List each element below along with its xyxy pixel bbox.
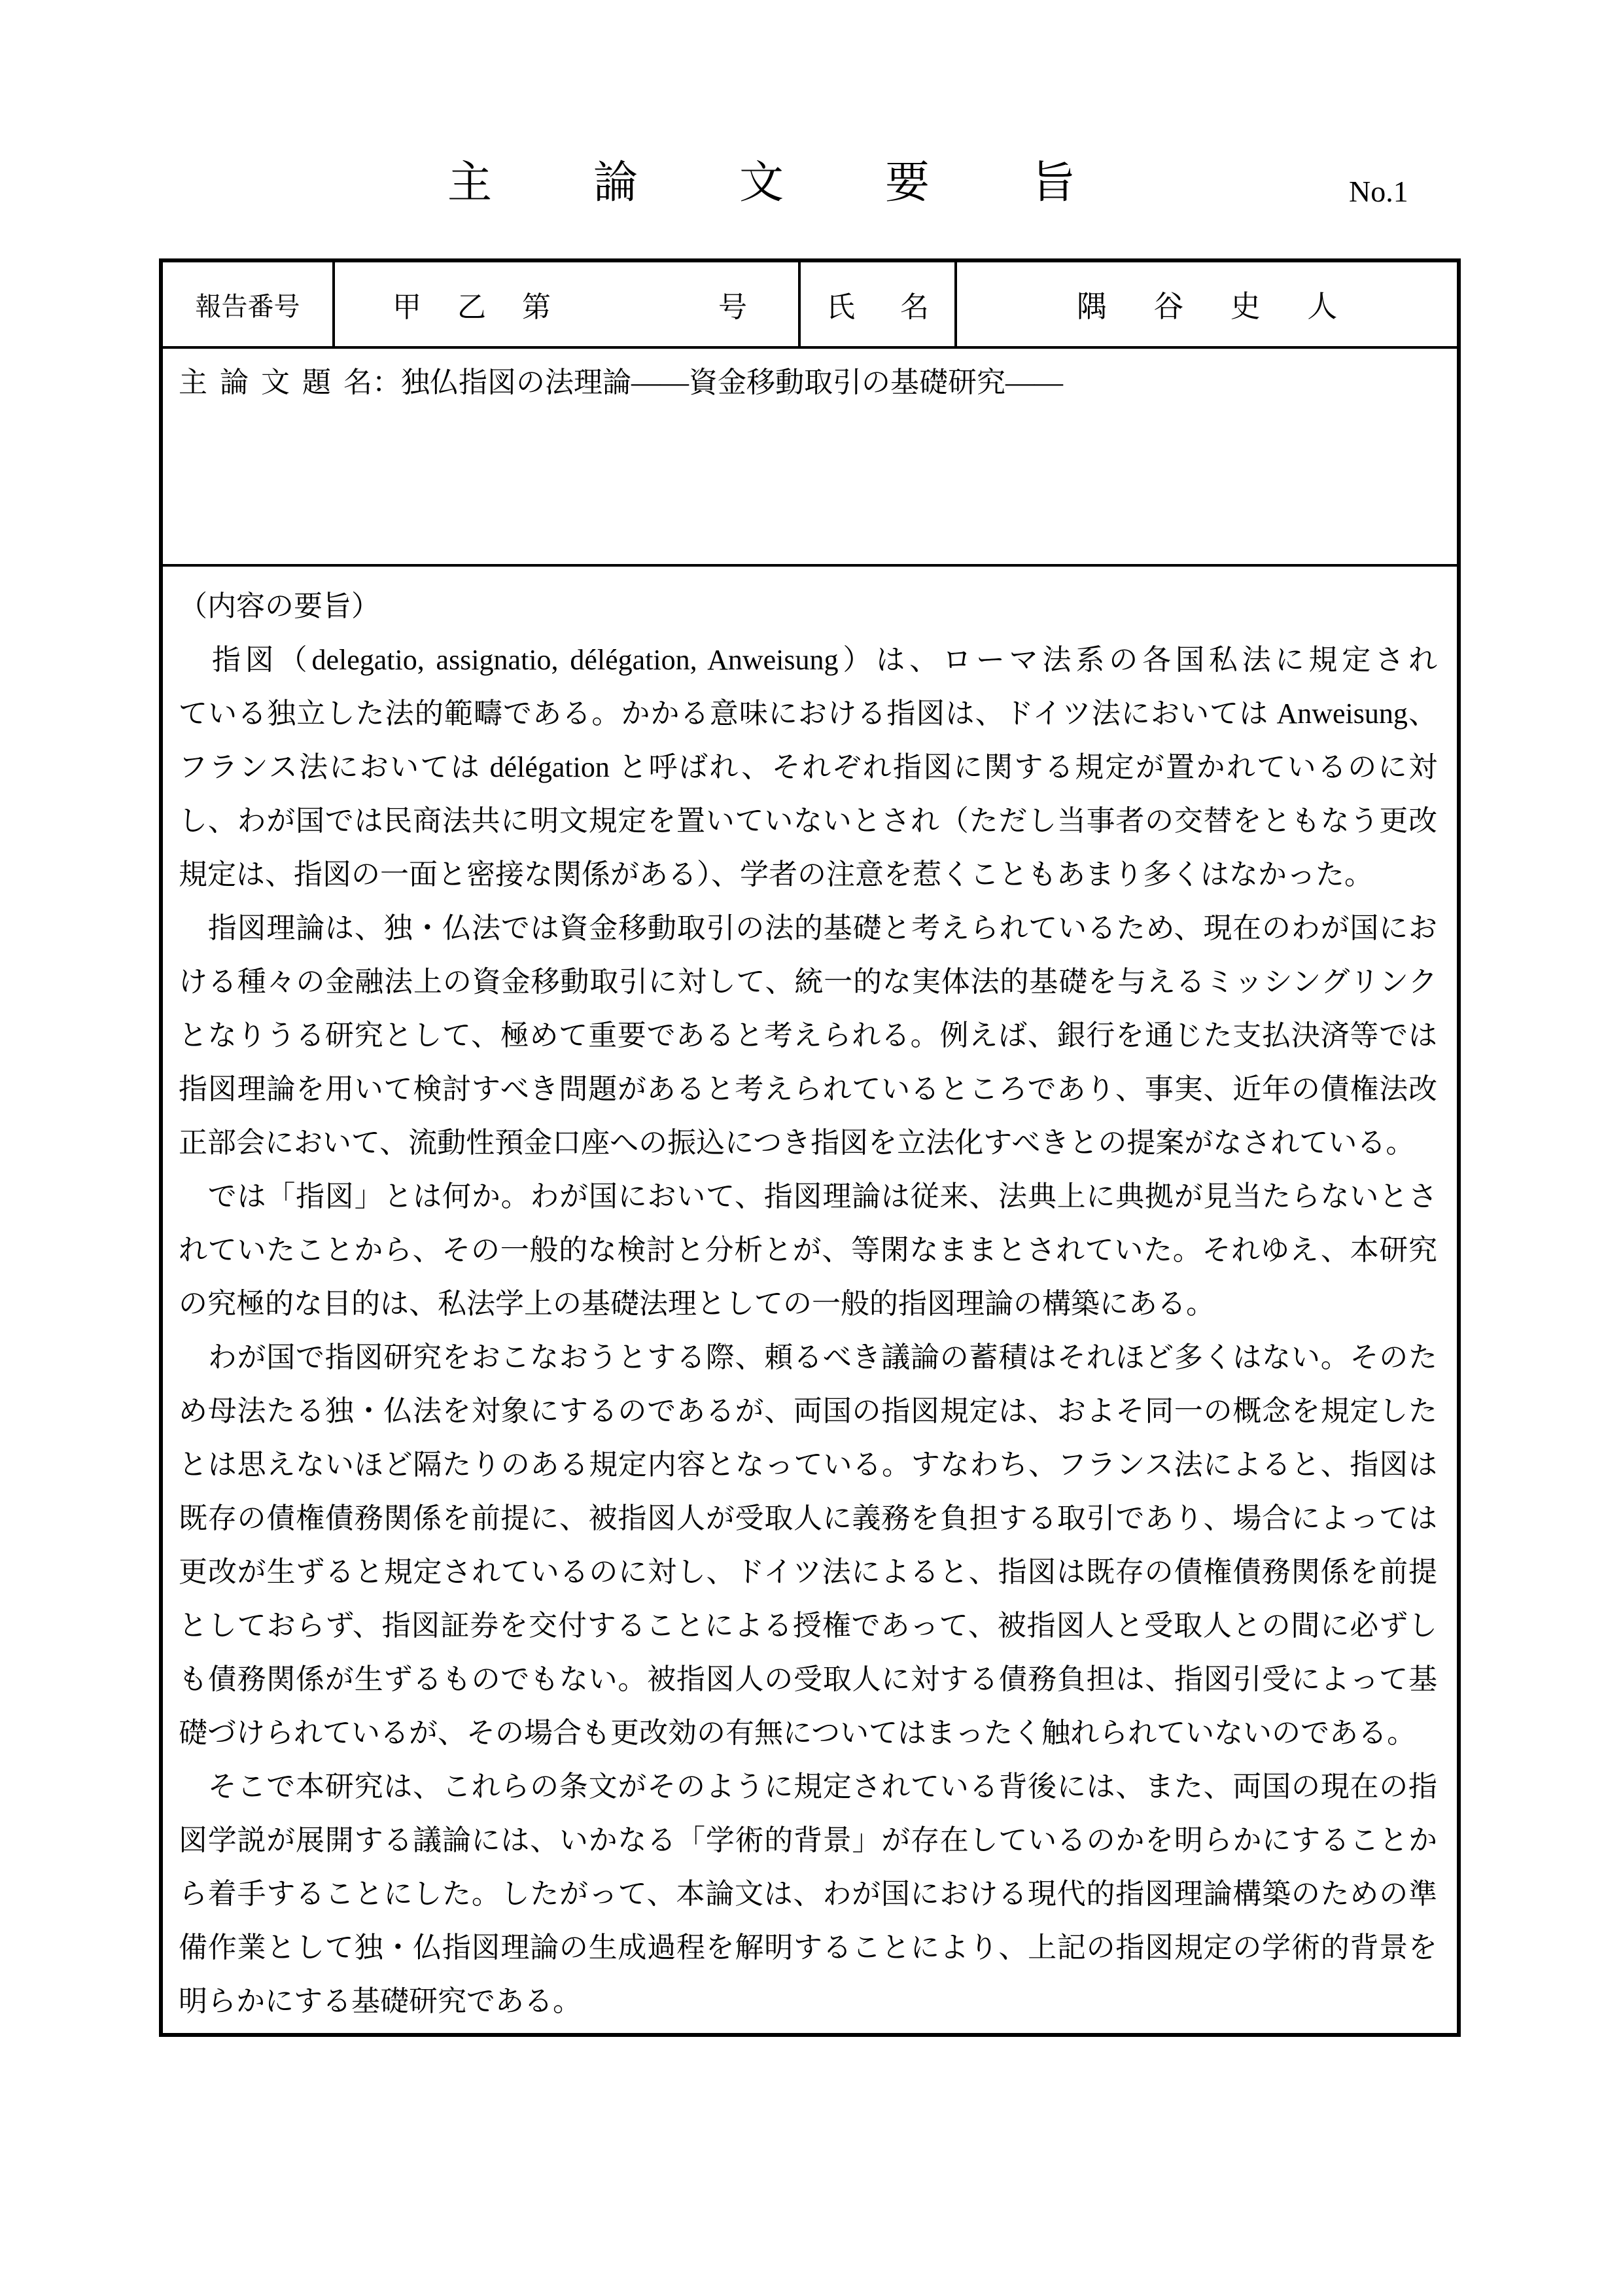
report-name-row	[163, 262, 1457, 349]
abstract-line: れていたことから、その一般的な検討と分析とが、等閑なままとされていた。それゆえ、本研究	[179, 1234, 1437, 1266]
abstract-line: 明らかにする基礎研究である。	[179, 1985, 582, 2017]
abstract-line: フランス法においては délégation と呼ばれ、それぞれ指図に関する規定が置かれているのに対	[179, 751, 1438, 783]
report-number-prefix: 甲 乙 第	[393, 291, 551, 323]
page-number: No.1	[1349, 175, 1408, 208]
abstract-form-table	[159, 258, 1461, 2037]
abstract-line: 既存の債権債務関係を前提に、被指図人が受取人に義務を負担する取引であり、場合によっては	[179, 1502, 1437, 1534]
abstract-line: わが国で指図研究をおこなおうとする際、頼るべき議論の蓄積はそれほど多くはない。そのた	[179, 1341, 1437, 1373]
page-title: 主 論 文 要 旨	[447, 158, 1076, 207]
abstract-line: の究極的な目的は、私法学上の基礎法理としての一般的指図理論の構築にある。	[179, 1288, 1215, 1320]
abstract-line: ている独立した法的範疇である。かかる意味における指図は、ドイツ法においては Anweisung、	[179, 698, 1437, 730]
abstract-line: も債務関係が生ずるものでもない。被指図人の受取人に対する債務負担は、指図引受によって基	[179, 1663, 1437, 1695]
abstract-line: としておらず、指図証券を交付することによる授権であって、被指図人と受取人との間に必ずし	[179, 1610, 1437, 1642]
abstract-line: 更改が生ずると規定されているのに対し、ドイツ法によると、指図は既存の債権債務関係を前提	[179, 1556, 1437, 1588]
abstract-line: 指図理論を用いて検討すべき問題があると考えられているところであり、事実、近年の債権法改	[179, 1073, 1437, 1105]
abstract-line: とは思えないほど隔たりのある規定内容となっている。すなわち、フランス法によると、指図は	[179, 1449, 1437, 1481]
thesis-title-text: 主 論 文 題 名：独仏指図の法理論——資金移動取引の基礎研究——	[179, 366, 1063, 398]
report-number-label: 報告番号	[163, 262, 335, 346]
report-number-value	[335, 262, 801, 346]
abstract-line: 礎づけられているが、その場合も更改効の有無についてはまったく触れられていないのである。	[179, 1717, 1416, 1749]
abstract-line: し、わが国では民商法共に明文規定を置いていないとされ（ただし当事者の交替をともなう更改	[179, 805, 1437, 837]
abstract-line: ら着手することにした。したがって、本論文は、わが国における現代的指図理論構築のための準	[179, 1878, 1437, 1910]
abstract-line: ける種々の金融法上の資金移動取引に対して、統一的な実体法的基礎を与えるミッシングリンク	[179, 966, 1437, 998]
abstract-section	[163, 567, 1457, 2033]
abstract-line: では「指図」とは何か。わが国において、指図理論は従来、法典上に典拠が見当たらないとさ	[179, 1180, 1437, 1212]
abstract-line: 備作業として独・仏指図理論の生成過程を解明することにより、上記の指図規定の学術的背景を	[179, 1932, 1437, 1964]
abstract-line: 指図理論は、独・仏法では資金移動取引の法的基礎と考えられているため、現在のわが国にお	[179, 912, 1437, 944]
abstract-heading: （内容の要旨）	[179, 590, 380, 622]
abstract-line: 指図（delegatio, assignatio, délégation, Anweisung）は、ローマ法系の各国私法に規定され	[179, 644, 1437, 676]
name-label: 氏 名	[801, 262, 957, 346]
abstract-line: 規定は、指図の一面と密接な関係がある）、学者の注意を惹くこともあまり多くはなかった。	[179, 858, 1373, 891]
abstract-line: 正部会において、流動性預金口座への振込につき指図を立法化すべきとの提案がなされている。	[179, 1127, 1415, 1159]
abstract-body	[179, 633, 1437, 2028]
name-value: 隅 谷 史 人	[1076, 290, 1338, 323]
abstract-line: め母法たる独・仏法を対象にするのであるが、両国の指図規定は、およそ同一の概念を規定した	[179, 1395, 1437, 1427]
abstract-line: 図学説が展開する議論には、いかなる「学術的背景」が存在しているのかを明らかにすることか	[179, 1824, 1437, 1856]
abstract-line: となりうる研究として、極めて重要であると考えられる。例えば、銀行を通じた支払決済等では	[179, 1019, 1437, 1051]
thesis-title-row	[163, 349, 1457, 567]
abstract-line: そこで本研究は、これらの条文がそのように規定されている背後には、また、両国の現在の指	[179, 1771, 1437, 1803]
report-number-suffix: 号	[718, 291, 747, 323]
